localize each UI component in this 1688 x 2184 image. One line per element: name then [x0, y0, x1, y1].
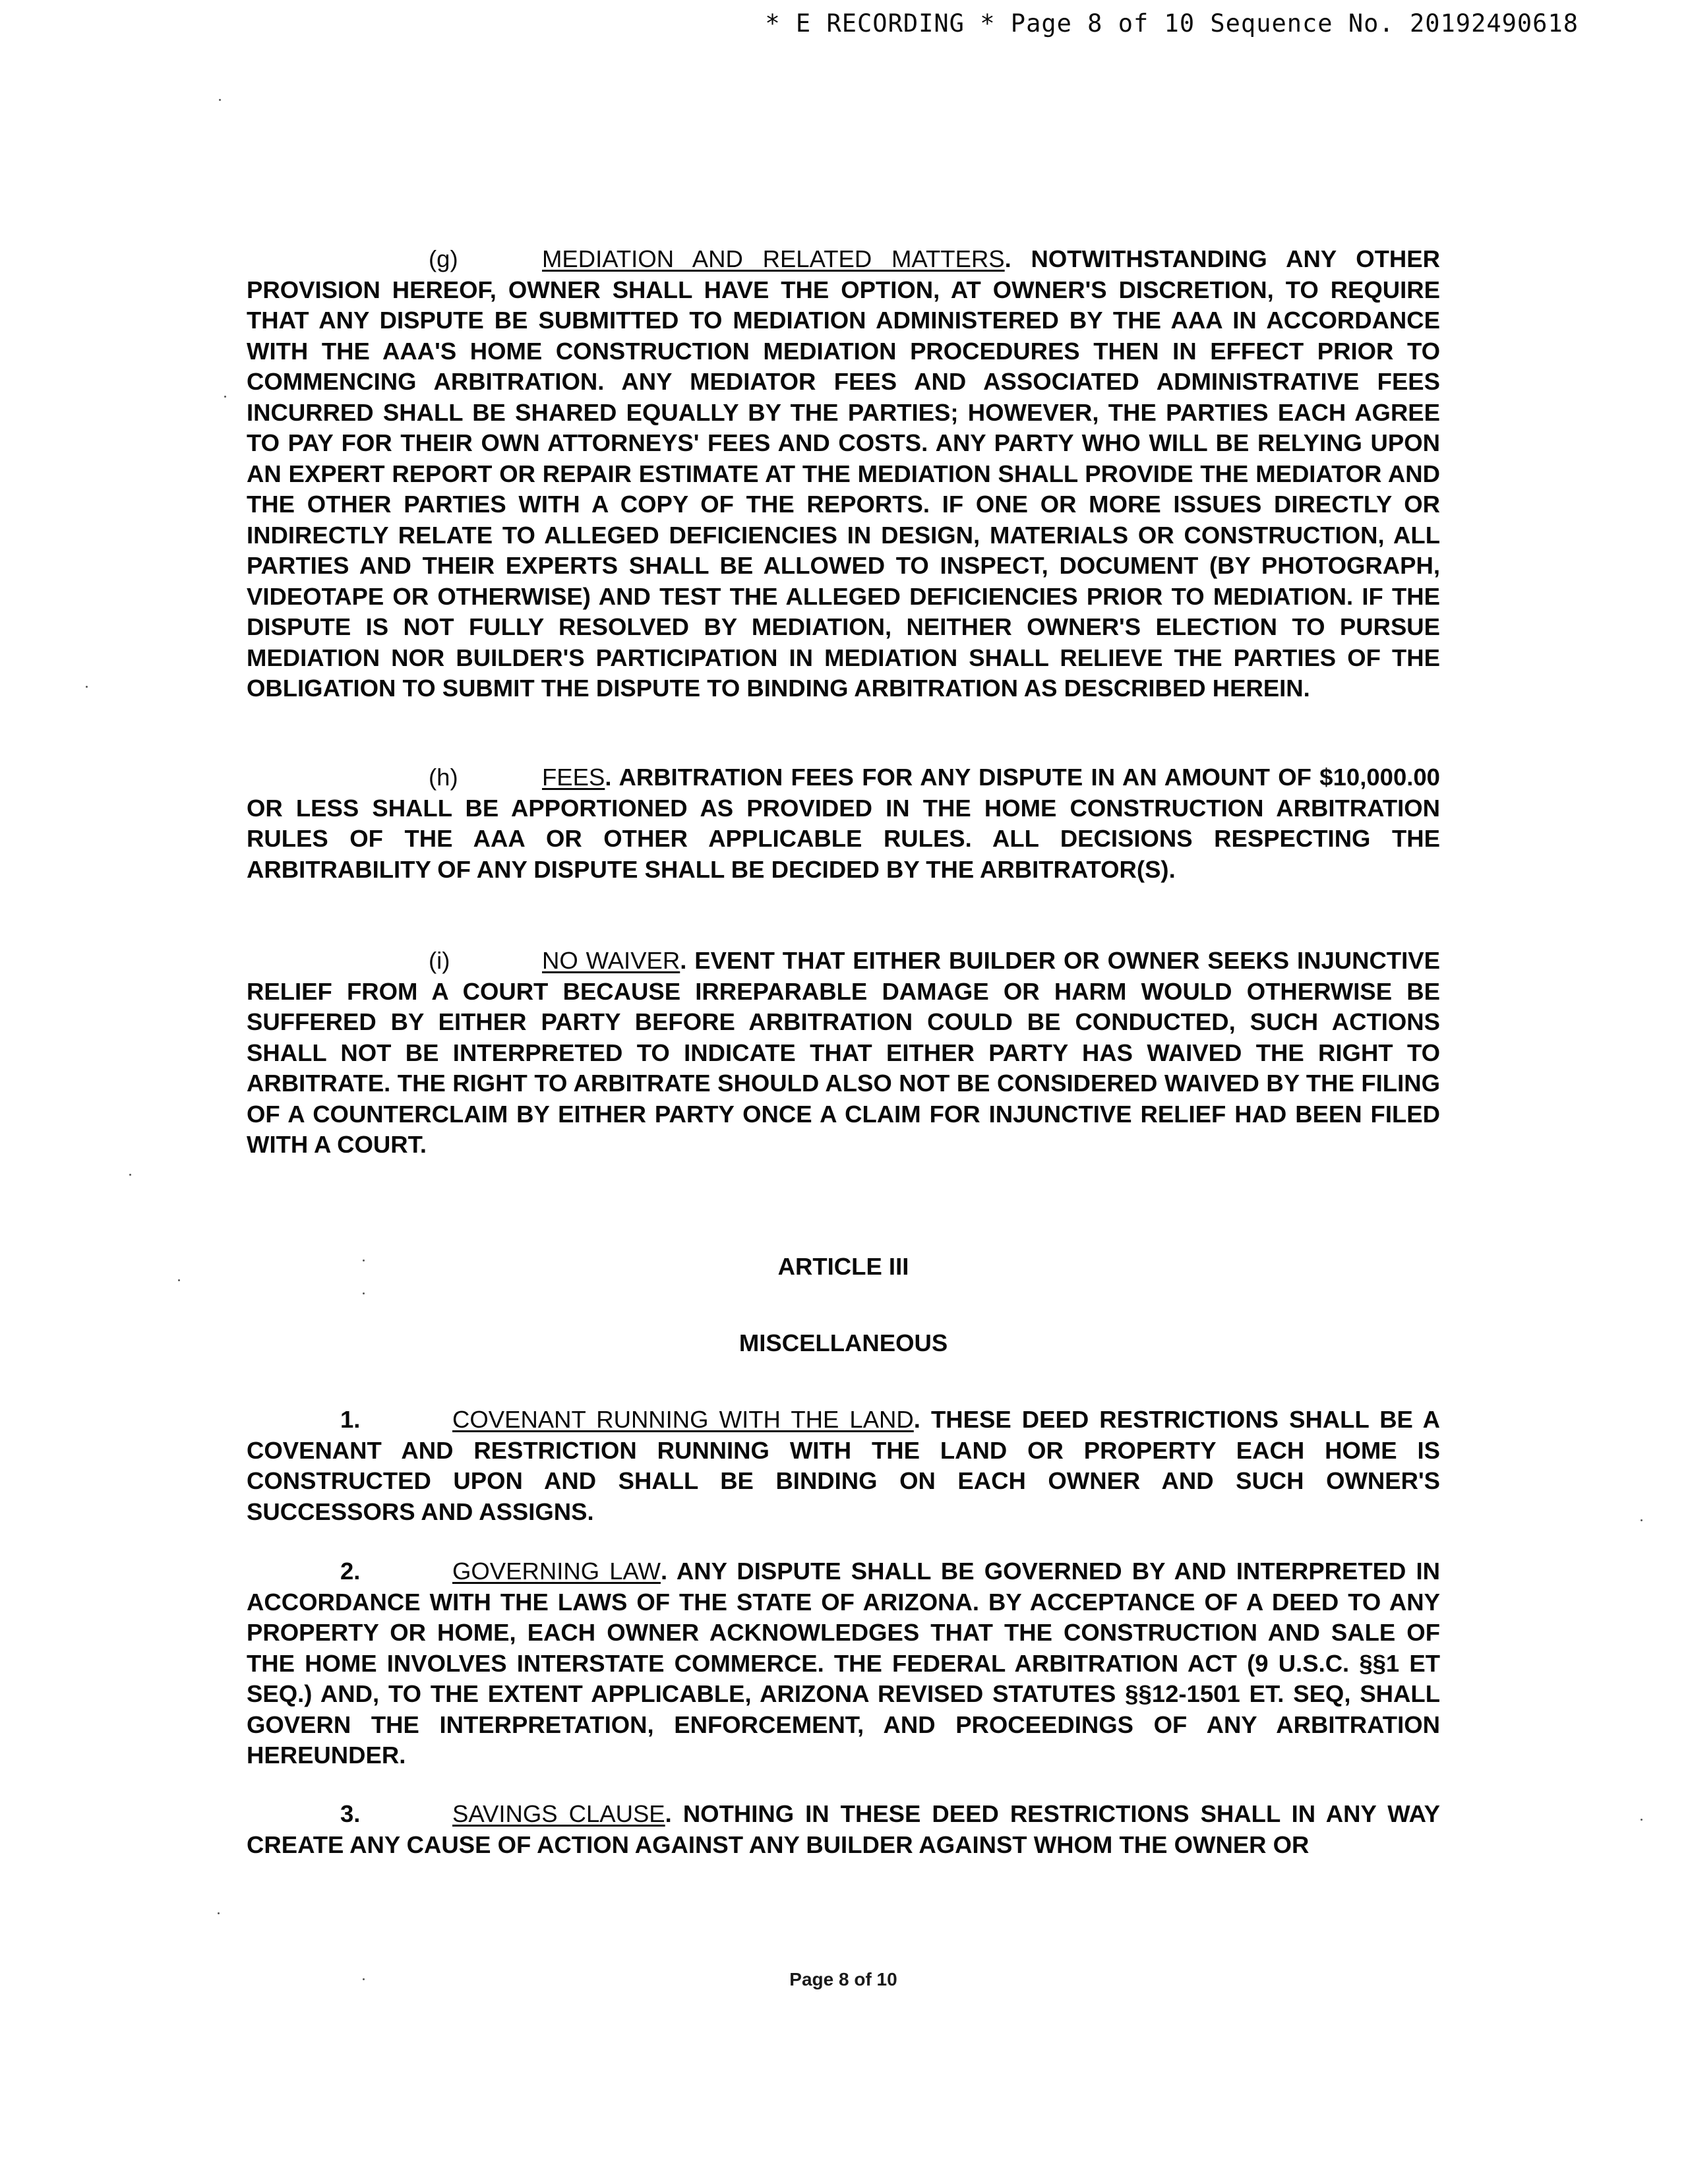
- clause-1-heading: COVENANT RUNNING WITH THE LAND: [452, 1406, 914, 1433]
- scan-speck: [86, 686, 88, 688]
- section-h-label: (h): [429, 764, 458, 791]
- clause-1-text: . THESE DEED RESTRICTIONS SHALL BE A COVENANT AND RESTRICTION RUNNING WITH THE LAND OR PROPERTY EACH HOME IS CONSTRUCTED UPON AND SHALL BE BINDING ON EACH OWNER AND SUCH OWNER'S SUCCESSORS AND ASSIGNS.: [247, 1406, 1440, 1525]
- section-g-paragraph: [247, 244, 1440, 704]
- clause-3-paragraph: [247, 1799, 1440, 1860]
- section-h-text: . ARBITRATION FEES FOR ANY DISPUTE IN AN AMOUNT OF $10,000.00 OR LESS SHALL BE APPORTIONED AS PROVIDED IN THE HOME CONSTRUCTION ARBITRATION RULES OF THE AAA OR OTHER APPLICABLE RULES. ALL DECISIONS RESPECTING THE ARBITRABILITY OF ANY DISPUTE SHALL BE DECIDED BY THE ARBITRATOR(S).: [247, 764, 1440, 883]
- section-i-paragraph: [247, 946, 1440, 1161]
- clause-2-text: . ANY DISPUTE SHALL BE GOVERNED BY AND INTERPRETED IN ACCORDANCE WITH THE LAWS OF THE STATE OF ARIZONA. BY ACCEPTANCE OF A DEED TO ANY PROPERTY OR HOME, EACH OWNER ACKNOWLEDGES THAT THE CONSTRUCTION AND SALE OF THE HOME INVOLVES INTERSTATE COMMERCE. THE FEDERAL ARBITRATION ACT (9 U.S.C. §§1 ET SEQ.) AND, TO THE EXTENT APPLICABLE, ARIZONA REVISED STATUTES §§12-1501 ET. SEQ, SHALL GOVERN THE INTERPRETATION, ENFORCEMENT, AND PROCEEDINGS OF ANY ARBITRATION HEREUNDER.: [247, 1558, 1441, 1769]
- page-footer: Page 8 of 10: [789, 1969, 897, 1989]
- recording-header: * E RECORDING * Page 8 of 10 Sequence No. 20192490618: [765, 9, 1579, 38]
- scan-speck: [218, 1912, 220, 1914]
- scan-speck: [363, 1978, 365, 1980]
- clause-2: [247, 1556, 1440, 1771]
- clause-2-paragraph: [247, 1556, 1440, 1771]
- section-h: [247, 762, 1440, 885]
- article-title: MISCELLANEOUS: [738, 1329, 948, 1356]
- clause-3-text: . NOTHING IN THESE DEED RESTRICTIONS SHALL IN ANY WAY CREATE ANY CAUSE OF ACTION AGAINST ANY BUILDER AGAINST WHOM THE OWNER OR: [247, 1800, 1441, 1858]
- scan-speck: [219, 99, 221, 101]
- section-i-label: (i): [429, 947, 450, 974]
- scan-speck: [363, 1259, 365, 1261]
- clause-3-heading: SAVINGS CLAUSE: [452, 1800, 665, 1827]
- section-g-heading: MEDIATION AND RELATED MATTERS: [542, 245, 1005, 272]
- section-i: [247, 946, 1440, 1161]
- scan-speck: [1641, 1819, 1643, 1821]
- section-h-paragraph: [247, 762, 1440, 885]
- clause-2-number: 2.: [340, 1558, 361, 1585]
- scan-speck: [224, 396, 226, 398]
- clause-3: [247, 1799, 1440, 1860]
- section-i-text: . EVENT THAT EITHER BUILDER OR OWNER SEEKS INJUNCTIVE RELIEF FROM A COURT BECAUSE IRREPARABLE DAMAGE OR HARM WOULD OTHERWISE BE SUFFERED BY EITHER PARTY BEFORE ARBITRATION COULD BE CONDUCTED, SUCH ACTIONS SHALL NOT BE INTERPRETED TO INDICATE THAT EITHER PARTY HAS WAIVED THE RIGHT TO ARBITRATE. THE RIGHT TO ARBITRATE SHOULD ALSO NOT BE CONSIDERED WAIVED BY THE FILING OF A COUNTERCLAIM BY EITHER PARTY ONCE A CLAIM FOR INJUNCTIVE RELIEF HAD BEEN FILED WITH A COURT.: [247, 947, 1440, 1158]
- section-h-heading: FEES: [542, 764, 605, 791]
- section-g-text: . NOTWITHSTANDING ANY OTHER PROVISION HEREOF, OWNER SHALL HAVE THE OPTION, AT OWNER'S DISCRETION, TO REQUIRE THAT ANY DISPUTE BE SUBMITTED TO MEDIATION ADMINISTERED BY THE AAA IN ACCORDANCE WITH THE AAA'S HOME CONSTRUCTION MEDIATION PROCEDURES THEN IN EFFECT PRIOR TO COMMENCING ARBITRATION. ANY MEDIATOR FEES AND ASSOCIATED ADMINISTRATIVE FEES INCURRED SHALL BE SHARED EQUALLY BY THE PARTIES; HOWEVER, THE PARTIES EACH AGREE TO PAY FOR THEIR OWN ATTORNEYS' FEES AND COSTS. ANY PARTY WHO WILL BE RELYING UPON AN EXPERT REPORT OR REPAIR ESTIMATE AT THE MEDIATION SHALL PROVIDE THE MEDIATOR AND THE OTHER PARTIES WITH A COPY OF THE REPORTS. IF ONE OR MORE ISSUES DIRECTLY OR INDIRECTLY RELATE TO ALLEGED DEFICIENCIES IN DESIGN, MATERIALS OR CONSTRUCTION, ALL PARTIES AND THEIR EXPERTS SHALL BE ALLOWED TO INSPECT, DOCUMENT (BY PHOTOGRAPH, VIDEOTAPE OR OTHERWISE) AND TEST THE ALLEGED DEFICIENCIES PRIOR TO MEDIATION. IF THE DISPUTE IS NOT FULLY RESOLVED BY MEDIATION, NEITHER OWNER'S ELECTION TO PURSUE MEDIATION NOR BUILDER'S PARTICIPATION IN MEDIATION SHALL RELIEVE THE PARTIES OF THE OBLIGATION TO SUBMIT THE DISPUTE TO BINDING ARBITRATION AS DESCRIBED HEREIN.: [247, 245, 1440, 702]
- section-g-label: (g): [429, 245, 458, 272]
- clause-1: [247, 1405, 1440, 1527]
- scan-speck: [1641, 1519, 1643, 1521]
- clause-2-heading: GOVERNING LAW: [452, 1558, 661, 1585]
- section-g: [247, 244, 1440, 704]
- clause-1-paragraph: [247, 1405, 1440, 1527]
- article-number: ARTICLE III: [777, 1253, 909, 1280]
- scan-speck: [363, 1292, 365, 1294]
- clause-3-number: 3.: [340, 1800, 361, 1827]
- scan-speck: [178, 1279, 180, 1281]
- scan-speck: [129, 1174, 131, 1176]
- section-i-heading: NO WAIVER: [542, 947, 680, 974]
- clause-1-number: 1.: [340, 1406, 361, 1433]
